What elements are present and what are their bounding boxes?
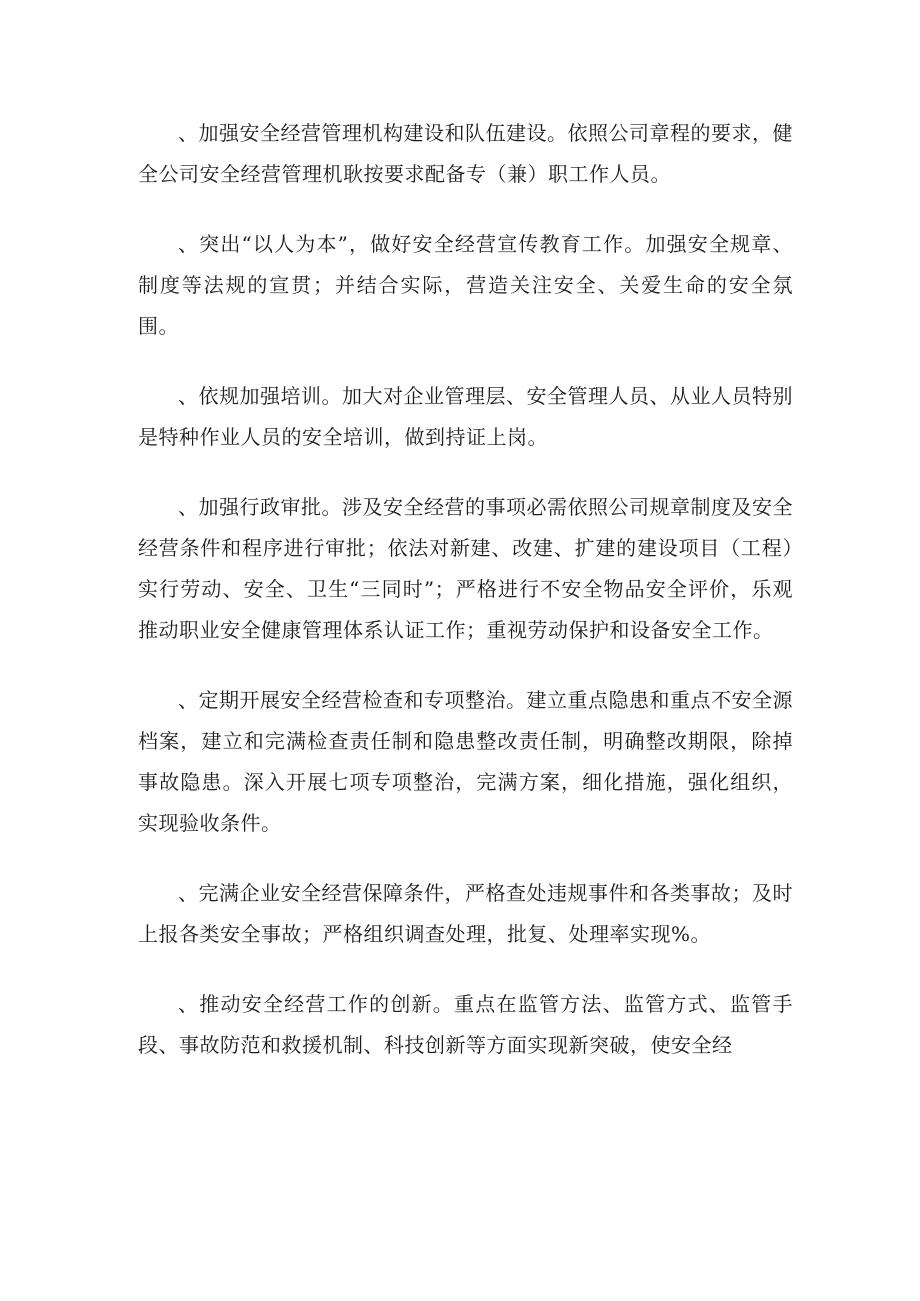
paragraph-2: 、突出“以人为本”，做好安全经营宣传教育工作。加强安全规章、制度等法规的宣贯；并结合实际，营造关注安全、关爱生命的安全氛围。 xyxy=(138,232,793,338)
paragraph-6: 、完满企业安全经营保障条件，严格查处违规事件和各类事故；及时上报各类安全事故；严格组织调查处理，批复、处理率实现%。 xyxy=(138,881,793,946)
paragraph-7: 、推动安全经营工作的创新。重点在监管方法、监管方式、监管手段、事故防范和救援机制、科技创新等方面实现新突破，使安全经 xyxy=(138,992,793,1057)
paragraph-4: 、加强行政审批。涉及安全经营的事项必需依照公司规章制度及安全经营条件和程序进行审批；依法对新建、改建、扩建的建设项目（工程）实行劳动、安全、卫生“三同时”；严格进行不安全物品安全评价，乐观推动职业安全健康管理体系认证工作；重视劳动保护和设备安全工作。 xyxy=(138,495,793,642)
paragraph-3: 、依规加强培训。加大对企业管理层、安全管理人员、从业人员特别是特种作业人员的安全培训，做到持证上岗。 xyxy=(138,384,793,449)
paragraph-1: 、加强安全经营管理机构建设和队伍建设。依照公司章程的要求，健全公司安全经营管理机耿按要求配备专（兼）职工作人员。 xyxy=(138,121,793,186)
document-body xyxy=(138,113,793,1095)
paragraph-5: 、定期开展安全经营检查和专项整治。建立重点隐患和重点不安全源档案，建立和完满检查责任制和隐患整改责任制，明确整改期限，除掉事故隐患。深入开展七项专项整治，完满方案，细化措施，强化组织，实现验收条件。 xyxy=(138,688,793,835)
